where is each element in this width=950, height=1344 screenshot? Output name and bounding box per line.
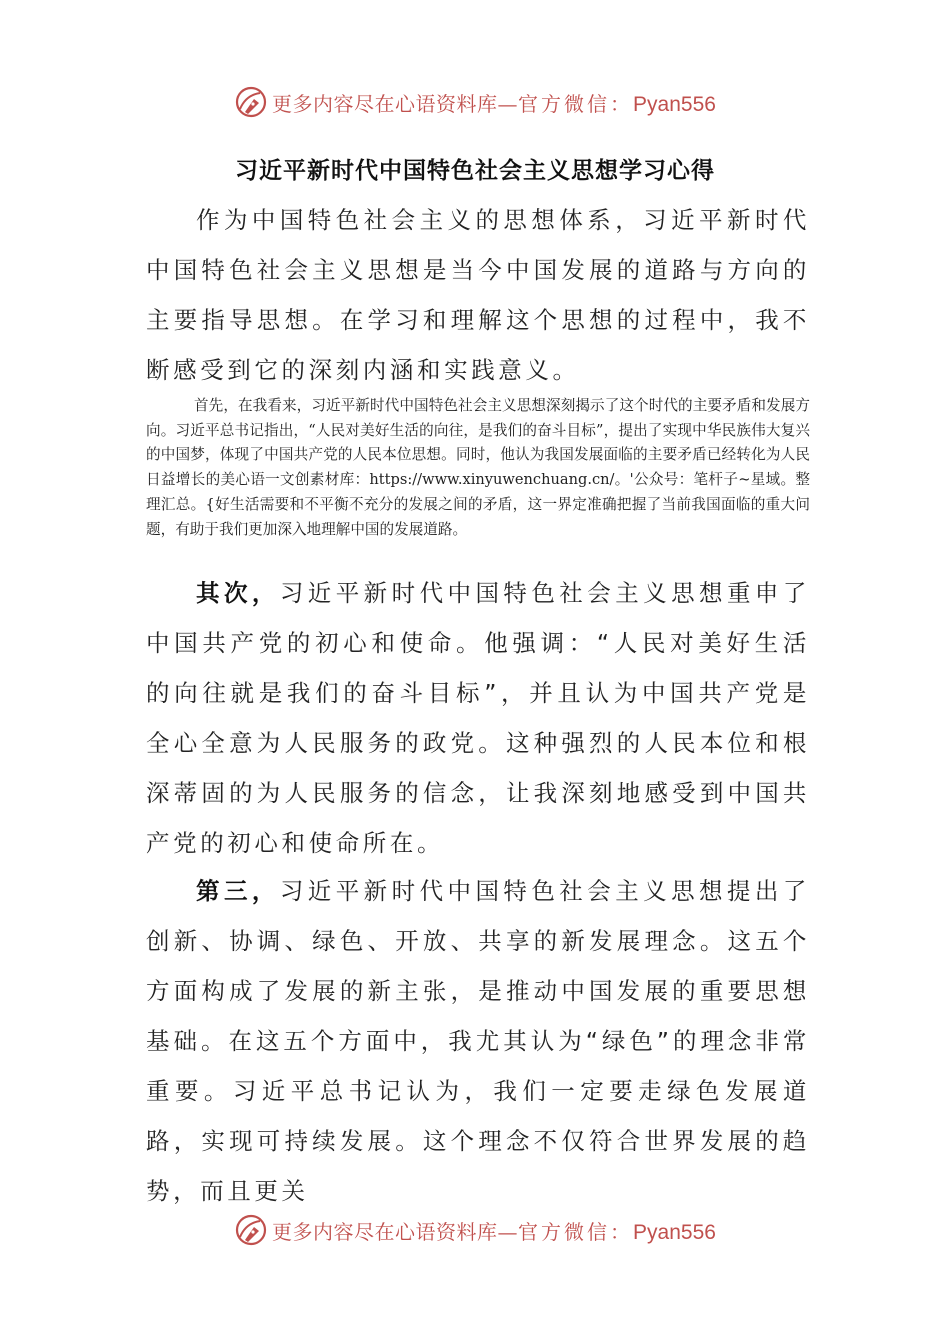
paragraph-second <box>146 568 810 868</box>
paragraph-third-body: 习近平新时代中国特色社会主义思想提出了创新、协调、绿色、开放、共享的新发展理念。这五个方面构成了发展的新主张，是推动中国发展的重要思想基础。在这五个方面中，我尤其认为“绿色”的理念非常重要。习近平总书记认为，我们一定要走绿色发展道路，实现可持续发展。这个理念不仅符合世界发展的趋势，而且更关 <box>146 877 810 1205</box>
paragraph-third-lead: 第三， <box>196 877 280 905</box>
paragraph-intro: 作为中国特色社会主义的思想体系，习近平新时代中国特色社会主义思想是当今中国发展的道路与方向的主要指导思想。在学习和理解这个思想的过程中，我不断感受到它的深刻内涵和实践意义。 <box>146 206 810 384</box>
header-banner <box>0 82 950 122</box>
pen-nib-logo-icon <box>234 85 268 119</box>
banner-text <box>272 88 716 117</box>
banner-wechat-label: 官方微信： <box>518 91 634 116</box>
document-title: 习近平新时代中国特色社会主义思想学习心得 <box>235 158 715 184</box>
banner-dash: — <box>497 1219 519 1244</box>
banner-dash: — <box>497 91 519 116</box>
pen-nib-logo-icon <box>234 1213 268 1247</box>
paragraph-second-lead: 其次， <box>196 579 280 607</box>
banner-wechat-label: 官方微信： <box>518 1219 634 1244</box>
footer-banner <box>0 1210 950 1250</box>
banner-text <box>272 1216 716 1245</box>
banner-wechat-id: Pyan556 <box>633 1220 716 1244</box>
banner-wechat-id: Pyan556 <box>633 92 716 116</box>
paragraph-second-body: 习近平新时代中国特色社会主义思想重申了中国共产党的初心和使命。他强调：“人民对美好生活的向往就是我们的奋斗目标”，并且认为中国共产党是全心全意为人民服务的政党。这种强烈的人民本位和根深蒂固的为人民服务的信念，让我深刻地感受到中国共产党的初心和使命所在。 <box>146 579 810 857</box>
banner-main-text: 更多内容尽在心语资料库 <box>272 1219 498 1244</box>
paragraph-first: 首先，在我看来，习近平新时代中国特色社会主义思想深刻揭示了这个时代的主要矛盾和发展方向。习近平总书记指出，“人民对美好生活的向往，是我们的奋斗目标”，提出了实现中华民族伟大复兴的中国梦，体现了中国共产党的人民本位思想。同时，他认为我国发展面临的主要矛盾已经转化为人民日益增长的美心语一文创素材库：https://www.xinyuwenchuang.cn/。'公众号：笔杆子~星域。整理汇总。{好生活需要和不平衡不充分的发展之间的矛盾，这一界定准确把握了当前我国面临的重大问题，有助于我们更加深入地理解中国的发展道路。 <box>146 397 810 538</box>
paragraph-third <box>146 866 810 1216</box>
banner-main-text: 更多内容尽在心语资料库 <box>272 91 498 116</box>
